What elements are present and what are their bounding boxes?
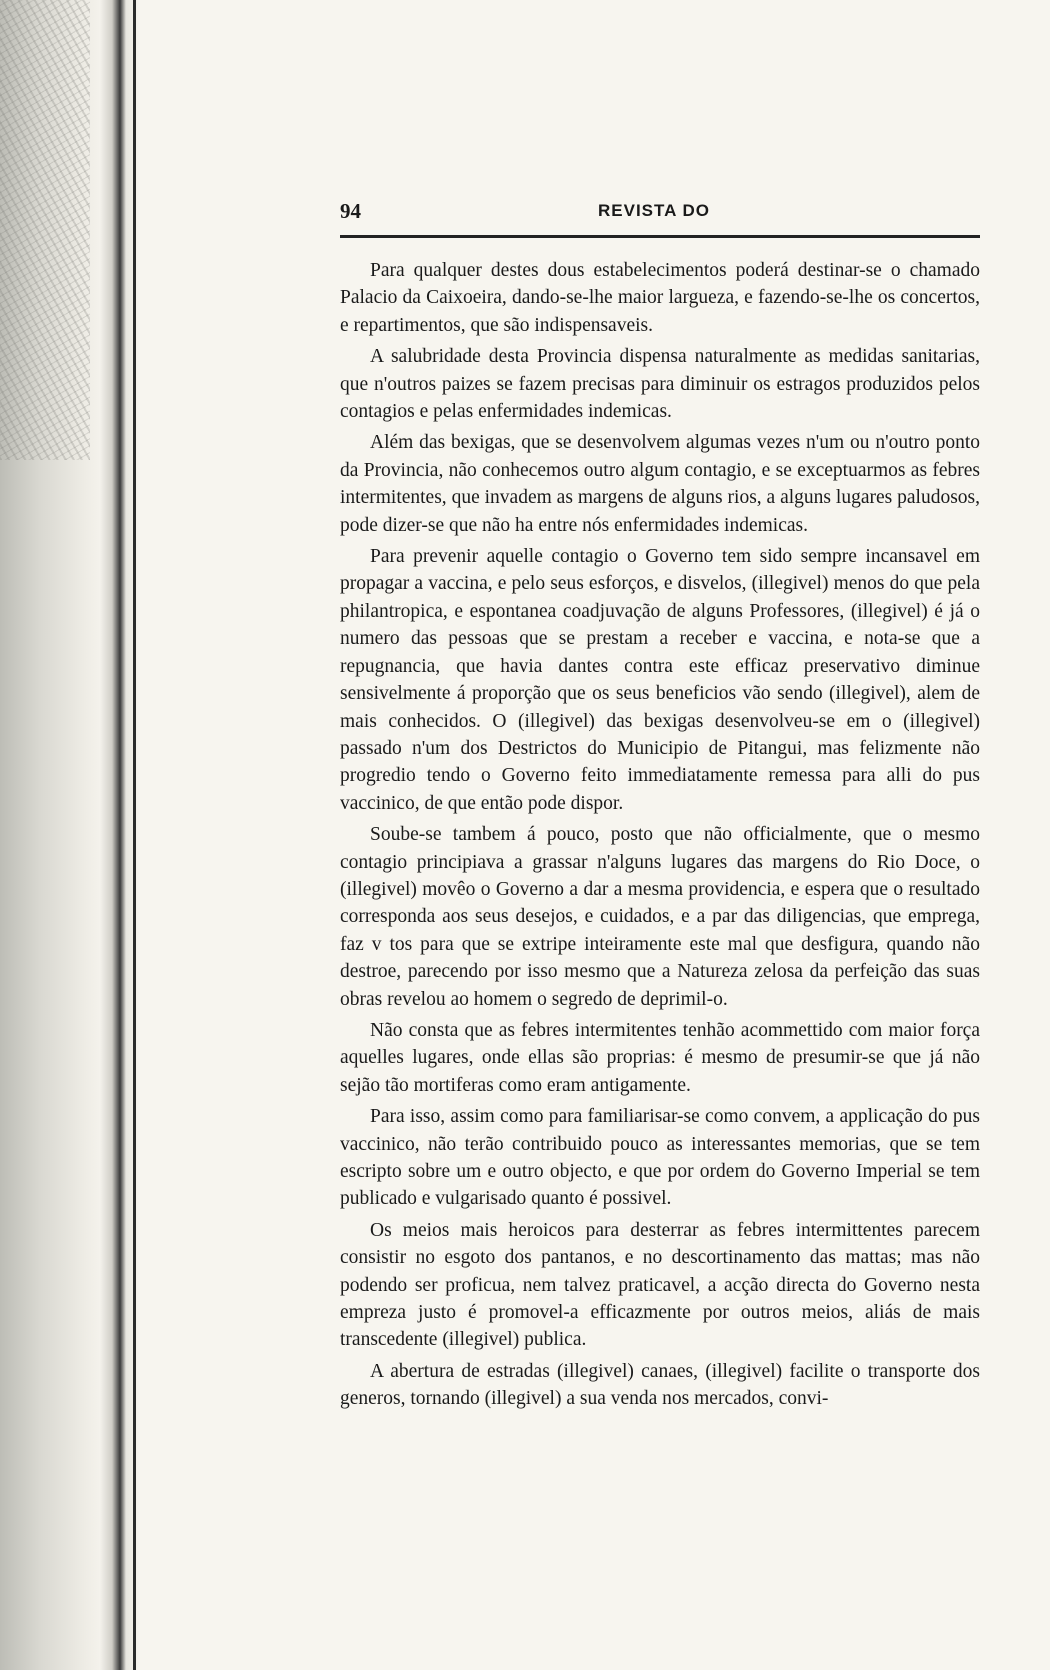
book-spine xyxy=(133,0,136,1670)
paragraph: Além das bexigas, que se desenvolvem algumas vezes n'um ou n'outro ponto da Provincia, não conhecemos outro algum contagio, e se exceptuarmos as febres intermitentes, que invadem as margens de alguns rios, a alguns lugares paludosos, pode dizer-se que não ha entre nós enfermidades indemicas. xyxy=(340,432,980,536)
paragraph: Para prevenir aquelle contagio o Governo tem sido sempre incansavel em propagar a vaccina, e pelo seus esforços, e disvelos, (illegivel) menos do que pela philantropica, e espontanea coadjuvação de alguns Professores, (illegivel) é já o numero das pessoas que se prestam a receber e vaccina, e nota-se que a repugnancia, que havia dantes contra este efficaz preservativo diminue sensivelmente á proporção que os seus beneficios vão sendo (illegivel), alem de mais conhecidos. O (illegivel) das bexigas desenvolveu-se em o (illegivel) passado n'um dos Destrictos do Municipio de Pitangui, mas felizmente não progredio tendo o Governo feito immediatamente remessa para alli do pus vaccinico, de que então pode dispor. xyxy=(340,546,980,814)
paragraph: Os meios mais heroicos para desterrar as febres intermittentes parecem consistir no esgoto dos pantanos, e no descortinamento das mattas; mas não podendo ser proficua, nem talvez praticavel, a acção directa do Governo nesta empreza justo é promovel-a efficazmente por outros meios, aliás de mais transcedente (illegivel) publica. xyxy=(340,1219,980,1351)
paragraph: Soube-se tambem á pouco, posto que não officialmente, que o mesmo contagio principiava a grassar n'alguns lugares das margens do Rio Doce, o (illegivel) movêo o Governo a dar a mesma providencia, e espera que o resultado corresponda aos seus desejos, e cuidados, e a par das diligencias, que emprega, faz v tos para que se extripe inteiramente este mal que desfigura, quando não destroe, parecendo por isso mesmo que a Natureza zelosa da perfeição das suas obras revelou ao homem o segredo de deprimil-o. xyxy=(340,824,980,1010)
running-head: REVISTA DO xyxy=(598,201,711,220)
paragraph: A abertura de estradas (illegivel) canaes, (illegivel) facilite o transporte dos generos, tornando (illegivel) a sua venda nos mercados, convi- xyxy=(340,1360,980,1410)
scan-noise xyxy=(0,0,90,460)
paragraph: A salubridade desta Provincia dispensa naturalmente as medidas sanitarias, que n'outros paizes se fazem precisas para diminuir os estragos produzidos pelos contagios e pelas enfermidades indemicas. xyxy=(340,346,980,423)
header-rule xyxy=(340,235,980,238)
page-header xyxy=(340,195,980,229)
page-number: 94 xyxy=(340,199,361,223)
paragraph: Não consta que as febres intermitentes tenhão acommettido com maior força aquelles lugares, onde ellas são proprias: é mesmo de presumir-se que já não sejão tão mortiferas como eram antigamente. xyxy=(340,1019,980,1096)
page-content xyxy=(340,195,980,1410)
paragraph: Para qualquer destes dous estabelecimentos poderá destinar-se o chamado Palacio da Caixoeira, dando-se-lhe maior largueza, e fazendo-se-lhe os concertos, e repartimentos, que são indispensaveis. xyxy=(340,260,980,336)
paragraph: Para isso, assim como para familiarisar-se como convem, a applicação do pus vaccinico, não terão contribuido pouco as interessantes memorias, que se tem escripto sobre um e outro objecto, e que por ordem do Governo Imperial se tem publicado e vulgarisado quanto é possivel. xyxy=(340,1106,980,1210)
body-text xyxy=(340,257,980,1417)
